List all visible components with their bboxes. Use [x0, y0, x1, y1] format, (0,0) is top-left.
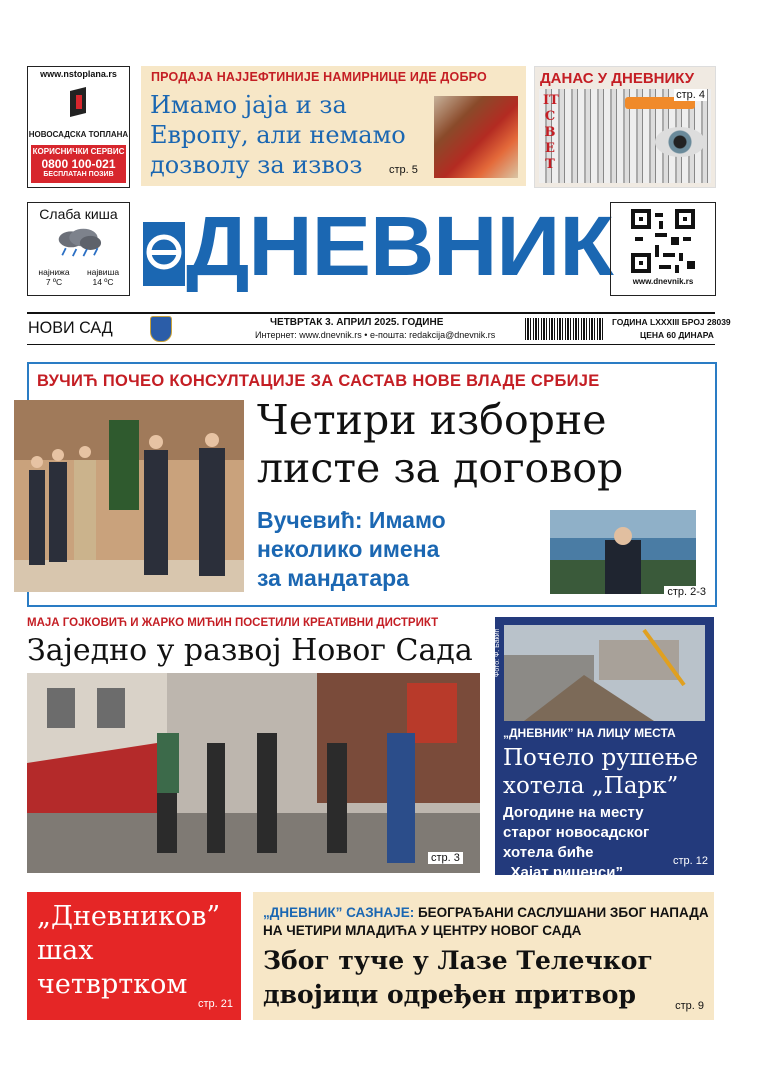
main-inset-photo-vucevic — [550, 510, 696, 594]
main-headline — [257, 396, 623, 492]
vertical-letter: В — [544, 125, 556, 140]
dateline-top-rule — [27, 312, 715, 314]
teaser-headline-line: Европу, али немамо — [150, 121, 406, 149]
hotel-sub-line: старог новосадског — [503, 824, 650, 841]
qr-box[interactable] — [610, 202, 716, 296]
city-crest-icon — [150, 316, 172, 342]
hotel-headline-line: Почело рушење — [503, 745, 699, 771]
hotel-sub-line: хотела биће — [503, 844, 594, 861]
chess-promo[interactable] — [27, 892, 241, 1020]
ad-url: www.nstoplana.rs — [40, 69, 117, 79]
dateline-price: ЦЕНА 60 ДИНАРА — [640, 330, 714, 340]
teaser-headline-line: Имамо јаја и за — [150, 91, 347, 119]
hotel-sub-line: Догодине на месту — [503, 804, 644, 821]
photo-credit: Фото: Ф. Бакић — [494, 628, 501, 677]
today-in-paper-box[interactable] — [534, 66, 716, 188]
main-headline-line: Четири изборне — [257, 396, 607, 444]
vertical-letter: IT — [543, 93, 559, 108]
rain-cloud-icon — [50, 227, 108, 257]
chess-title-line: шах — [37, 935, 94, 966]
chess-page-ref: стр. 21 — [197, 998, 233, 1010]
main-subheadline — [257, 506, 446, 593]
weather-condition: Слаба киша — [39, 206, 118, 222]
fight-kicker — [263, 904, 714, 940]
chess-title-line: четвртком — [37, 969, 188, 1000]
creative-district-page-ref: стр. 3 — [428, 852, 463, 864]
main-sub-line: Вучевић: Имамо — [257, 507, 446, 533]
masthead-e-logo-icon — [141, 214, 187, 290]
ad-phone: 0800 100-021 — [41, 157, 116, 171]
teaser-kicker: ПРОДАЈА НАЈЈЕФТИНИЈЕ НАМИРНИЦЕ ИДЕ ДОБРО — [151, 70, 487, 84]
main-story[interactable] — [27, 362, 717, 607]
weather-high-label: највиша — [86, 267, 120, 277]
fight-headline-line: Због туче у Лазе Телечког — [263, 946, 653, 975]
dateline-date: ЧЕТВРТАК 3. АПРИЛ 2025. ГОДИНЕ — [270, 317, 444, 328]
hotel-page-ref: стр. 12 — [672, 855, 708, 867]
main-sub-line: за мандатара — [257, 565, 409, 591]
weather-low — [32, 267, 76, 287]
ad-company-name: НОВОСАДСКА ТОПЛАНА — [28, 130, 129, 139]
fight-kicker-lead: „ДНЕВНИК” САЗНАЈЕ: — [263, 905, 415, 920]
teaser-headline-line: дозволу за извоз — [150, 151, 363, 179]
top-teaser-eggs[interactable] — [141, 66, 526, 186]
barcode-icon — [525, 318, 603, 340]
eye-illustration — [655, 127, 705, 157]
ad-contact-panel — [31, 145, 126, 183]
fight-headline-line: двојици одређен притвор — [263, 980, 636, 1009]
chess-title — [37, 900, 220, 1002]
chess-title-line: „Дневников” — [37, 901, 221, 932]
vertical-letter: Е — [545, 141, 555, 156]
hotel-demolition-photo — [504, 625, 705, 721]
main-kicker: ВУЧИЋ ПОЧЕО КОНСУЛТАЦИЈЕ ЗА САСТАВ НОВЕ ВЛАДЕ СРБИЈЕ — [37, 372, 600, 390]
eggs-photo — [434, 96, 518, 178]
fight-headline — [263, 944, 653, 1012]
hotel-subheadline — [503, 803, 649, 883]
vertical-letter: С — [544, 109, 556, 124]
hotel-sub-line: „Хајат риценси” — [503, 864, 623, 881]
dateline-bottom-rule — [27, 344, 715, 345]
weather-low-value: 7 ºC — [45, 277, 63, 287]
main-headline-line: листе за договор — [257, 444, 624, 492]
today-page-ref: стр. 4 — [676, 89, 705, 101]
fight-page-ref: стр. 9 — [675, 1000, 704, 1012]
ad-free-call: БЕСПЛАТАН ПОЗИВ — [43, 171, 114, 178]
toplana-logo-icon — [66, 87, 90, 117]
ad-service-label: КОРИСНИЧКИ СЕРВИС — [32, 147, 125, 156]
vertical-letter: Т — [545, 157, 555, 172]
creative-district-headline[interactable]: Заједно у развој Новог Сада — [27, 633, 473, 668]
creative-district-photo — [27, 673, 480, 873]
hotel-kicker: „ДНЕВНИК” НА ЛИЦУ МЕСТА — [503, 726, 676, 740]
it-svet-vertical-text — [543, 93, 557, 173]
hotel-headline-line: хотела „Парк” — [503, 773, 679, 799]
fight-kicker-rest: БЕОГРАЂАНИ САСЛУШАНИ ЗБОГ НАПАДА НА ЧЕТИРИ МЛАДИЋА У ЦЕНТРУ НОВОГ САДА — [263, 905, 709, 938]
qr-url: www.dnevnik.rs — [632, 277, 694, 286]
dateline-year-issue: ГОДИНА LXXXIII БРОЈ 28039 — [612, 317, 731, 327]
creative-district-kicker: МАЈА ГОЈКОВИЋ И ЖАРКО МИЋИН ПОСЕТИЛИ КРЕАТИВНИ ДИСТРИКТ — [27, 617, 439, 629]
today-title: ДАНАС У ДНЕВНИКУ — [540, 70, 695, 87]
main-sub-line: неколико имена — [257, 536, 440, 562]
ad-box-toplana[interactable] — [27, 66, 130, 188]
main-photo-handshake — [14, 400, 244, 592]
fight-story[interactable] — [253, 892, 714, 1020]
dateline-city: НОВИ САД — [28, 318, 113, 337]
weather-high-value: 14 ºC — [92, 277, 114, 287]
teaser-page-ref: стр. 5 — [389, 164, 418, 176]
hotel-headline — [503, 744, 698, 800]
hotel-park-story[interactable] — [494, 617, 714, 881]
weather-high — [81, 267, 125, 287]
masthead-title[interactable]: ДНЕВНИК — [186, 199, 613, 293]
weather-low-label: најнижа — [38, 267, 70, 277]
dateline-contacts: Интернет: www.dnevnik.rs • е-пошта: redakcija@dnevnik.rs — [255, 330, 496, 340]
weather-box — [27, 202, 130, 296]
qr-code-icon — [631, 209, 695, 273]
main-page-ref: стр. 2-3 — [664, 586, 709, 598]
